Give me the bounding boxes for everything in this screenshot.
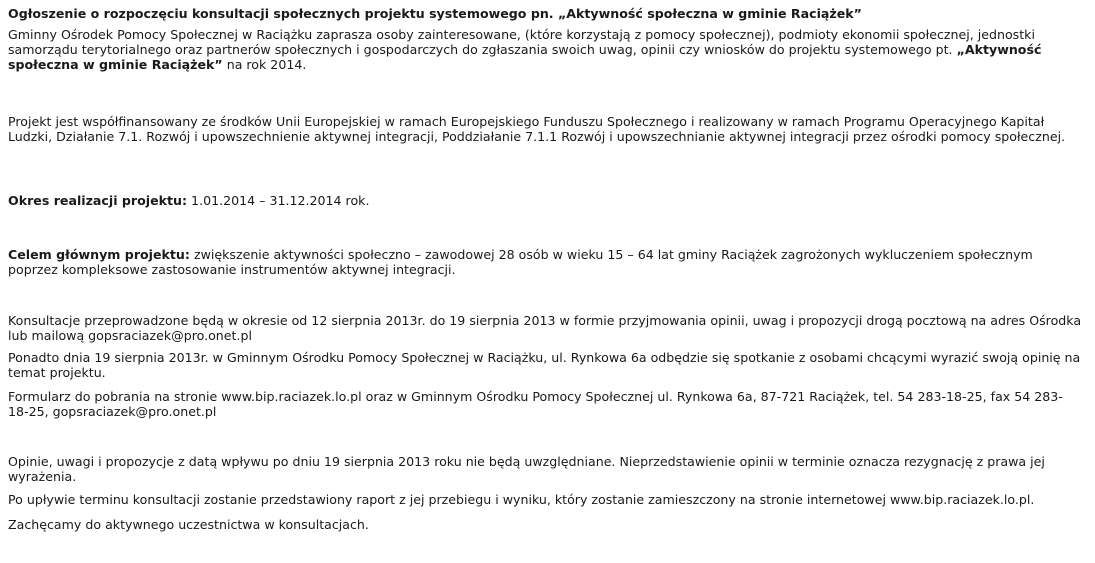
- intro-tail: na rok 2014.: [222, 57, 307, 72]
- form-paragraph: Formularz do pobrania na stronie www.bip.raciazek.lo.pl oraz w Gminnym Ośrodku Pomocy Społecznej ul. Rynkowa 6a, 87-721 Raciążek, tel. 54 283-18-25, fax 54 283-18-25, gopsraciazek@pro.onet.pl: [8, 389, 1063, 419]
- project-name: „Aktywność społeczna w gminie Raciążek”: [8, 42, 1042, 72]
- consultations-paragraph: Konsultacje przeprowadzone będą w okresie od 12 sierpnia 2013r. do 19 sierpnia 2013 w formie przyjmowania opinii, uwag i propozycji drogą pocztową na adres Ośrodka lub mailową gopsraciazek@pro.onet.pl: [8, 313, 1082, 343]
- funding-paragraph: Projekt jest współfinansowany ze środków Unii Europejskiej w ramach Europejskiego Funduszu Społecznego i realizowany w ramach Programu Operacyjnego Kapitał Ludzki, Działanie 7.1. Rozwój i upowszechnienie aktywnej integracji, Poddziałanie 7.1.1 Rozwój i upowszechnianie aktywnej integracji przez ośrodki pomocy społecznej.: [8, 114, 1066, 144]
- report-paragraph: Po upływie terminu konsultacji zostanie przedstawiony raport z jej przebiegu i wyniku, który zostanie zamieszczony na stronie internetowej www.bip.raciazek.lo.pl.: [8, 492, 1035, 507]
- intro-paragraph: [8, 27, 1083, 72]
- closing-paragraph: Zachęcamy do aktywnego uczestnictwa w konsultacjach.: [8, 517, 369, 532]
- period-paragraph: [8, 193, 1083, 208]
- period-label: Okres realizacji projektu:: [8, 193, 188, 208]
- goal-paragraph: [8, 247, 1083, 277]
- goal-label: Celem głównym projektu:: [8, 247, 190, 262]
- intro-text: Gminny Ośrodek Pomocy Społecznej w Raciążku zaprasza osoby zainteresowane, (które korzystają z pomocy społecznej), podmioty ekonomii społecznej, jednostki samorządu terytorialnego oraz partnerów społecznych i gospodarczych do zgłaszania swoich uwag, opinii czy wniosków do projektu systemowego pt.: [8, 27, 1035, 57]
- period-value: 1.01.2014 – 31.12.2014 rok.: [187, 193, 370, 208]
- announcement-title: Ogłoszenie o rozpoczęciu konsultacji społecznych projektu systemowego pn. „Aktywność społeczna w gminie Raciążek”: [8, 6, 862, 21]
- late-submissions-paragraph: Opinie, uwagi i propozycje z datą wpływu po dniu 19 sierpnia 2013 roku nie będą uwzględniane. Nieprzedstawienie opinii w terminie oznacza rezygnację z prawa jej wyrażenia.: [8, 454, 1045, 484]
- meeting-paragraph: Ponadto dnia 19 sierpnia 2013r. w Gminnym Ośrodku Pomocy Społecznej w Raciążku, ul. Rynkowa 6a odbędzie się spotkanie z osobami chcącymi wyrazić swoją opinię na temat projektu.: [8, 350, 1081, 380]
- goal-value: zwiększenie aktywności społeczno – zawodowej 28 osób w wieku 15 – 64 lat gminy Raciążek zagrożonych wykluczeniem społecznym poprzez kompleksowe zastosowanie instrumentów aktywnej integracji.: [8, 247, 1033, 277]
